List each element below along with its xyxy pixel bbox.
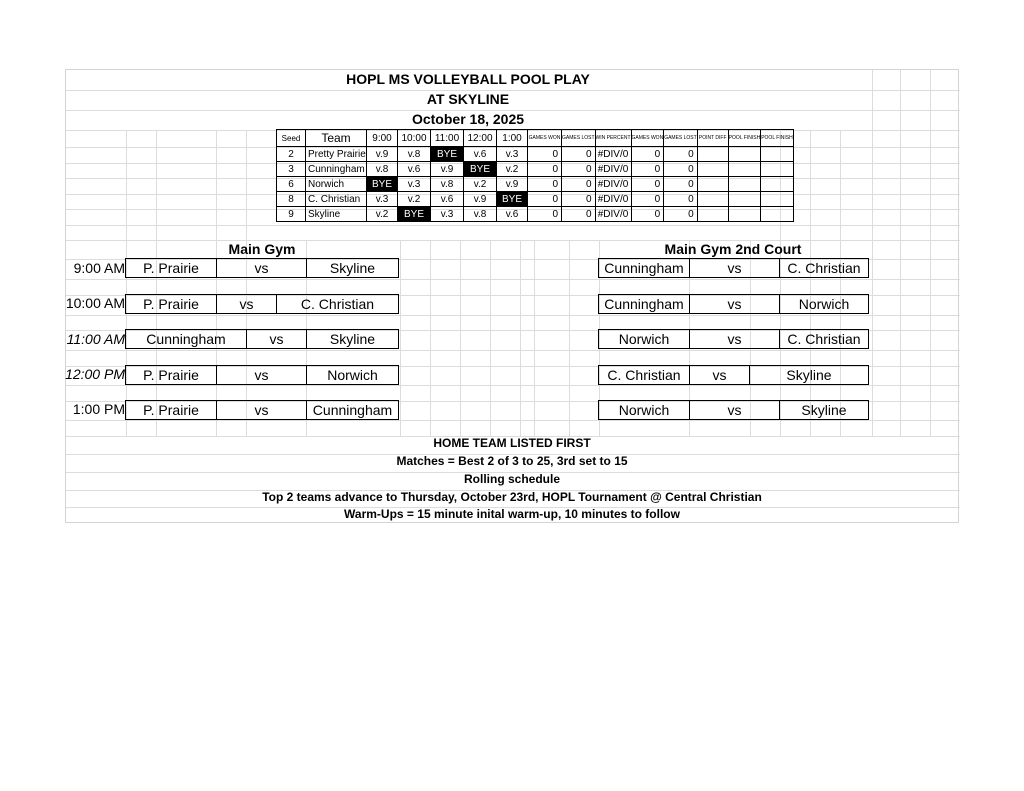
venue-title: AT SKYLINE (426, 91, 510, 107)
games-lost-cell: 0 (664, 207, 698, 222)
games-lost-cell: 0 (562, 162, 596, 177)
header-time: 1:00 (497, 130, 528, 147)
games-won-cell: 0 (631, 207, 664, 222)
home-team: P. Prairie (143, 402, 199, 418)
pool-finish-cell (728, 177, 761, 192)
games-won-cell: 0 (528, 207, 562, 222)
win-percent-cell: #DIV/0 (595, 147, 631, 162)
round-cell: v.9 (431, 162, 464, 177)
round-cell: v.9 (497, 177, 528, 192)
games-won-cell: 0 (528, 162, 562, 177)
spreadsheet-page (65, 69, 959, 523)
second-court-match (598, 258, 869, 278)
header-time: 11:00 (431, 130, 464, 147)
round-cell: v.8 (367, 162, 398, 177)
point-diff-cell (697, 162, 728, 177)
vs-label: vs (689, 330, 779, 348)
header-seed: Seed (277, 130, 306, 147)
home-team: P. Prairie (143, 296, 199, 312)
vs-label: vs (689, 366, 749, 384)
home-team: P. Prairie (143, 260, 199, 276)
table-row (277, 177, 794, 192)
round-cell: v.2 (497, 162, 528, 177)
games-won-cell: 0 (631, 147, 664, 162)
time-label: 12:00 PM (65, 366, 125, 382)
time-label: 10:00 AM (65, 295, 125, 311)
round-cell: v.3 (497, 147, 528, 162)
header-stat: GAMES WON (528, 130, 562, 147)
table-row (277, 162, 794, 177)
time-label: 1:00 PM (72, 401, 125, 417)
home-team: C. Christian (607, 367, 681, 383)
bye-cell: BYE (497, 192, 528, 207)
vs-label: vs (689, 259, 779, 277)
seed-table (276, 129, 794, 222)
round-cell: v.6 (497, 207, 528, 222)
bye-cell: BYE (431, 147, 464, 162)
header-stat: POOL FINISH (728, 130, 761, 147)
away-team: Cunningham (306, 401, 398, 419)
main-gym-title: Main Gym (228, 241, 296, 257)
vs-label: vs (216, 401, 306, 419)
point-diff-cell (697, 192, 728, 207)
time-label: 9:00 AM (73, 260, 125, 276)
round-cell: v.9 (464, 192, 497, 207)
header-stat: GAMES LOST (664, 130, 698, 147)
away-team: Skyline (306, 259, 398, 277)
team-cell: Cunningham (306, 162, 367, 177)
games-lost-cell: 0 (664, 147, 698, 162)
note-home-team: HOME TEAM LISTED FIRST (433, 436, 591, 450)
header-stat: WIN PERCENT (595, 130, 631, 147)
point-diff-cell (697, 207, 728, 222)
away-team: Skyline (779, 401, 868, 419)
seed-table-header (277, 130, 794, 147)
pool-finish-cell (728, 207, 761, 222)
vs-label: vs (216, 295, 276, 313)
round-cell: v.3 (367, 192, 398, 207)
note-advance: Top 2 teams advance to Thursday, October 23rd, HOPL Tournament @ Central Christian (262, 490, 762, 504)
home-team: Cunningham (604, 296, 684, 312)
win-percent-cell: #DIV/0 (595, 177, 631, 192)
header-stat: GAMES WON (631, 130, 664, 147)
round-cell: v.9 (367, 147, 398, 162)
games-won-cell: 0 (528, 177, 562, 192)
games-won-cell: 0 (631, 192, 664, 207)
main-gym-match (125, 294, 399, 314)
header-team: Team (306, 130, 367, 147)
table-row (277, 147, 794, 162)
pool-finish-cell (761, 177, 794, 192)
table-row (277, 207, 794, 222)
away-team: Norwich (779, 295, 868, 313)
round-cell: v.2 (464, 177, 497, 192)
win-percent-cell: #DIV/0 (595, 162, 631, 177)
away-team: C. Christian (779, 330, 868, 348)
note-rolling-schedule: Rolling schedule (463, 472, 560, 486)
header-time: 10:00 (398, 130, 431, 147)
point-diff-cell (697, 147, 728, 162)
games-lost-cell: 0 (664, 162, 698, 177)
seed-cell: 9 (277, 207, 306, 222)
main-gym-match (125, 400, 399, 420)
games-lost-cell: 0 (664, 192, 698, 207)
away-team: C. Christian (779, 259, 868, 277)
games-won-cell: 0 (631, 177, 664, 192)
home-team: Cunningham (604, 260, 684, 276)
round-cell: v.6 (464, 147, 497, 162)
pool-finish-cell (761, 162, 794, 177)
pool-finish-cell (761, 192, 794, 207)
second-court-title: Main Gym 2nd Court (664, 241, 802, 257)
round-cell: v.3 (398, 177, 431, 192)
main-gym-match (125, 258, 399, 278)
round-cell: v.6 (398, 162, 431, 177)
pool-finish-cell (761, 147, 794, 162)
team-cell: C. Christian (306, 192, 367, 207)
second-court-match (598, 365, 869, 385)
games-lost-cell: 0 (664, 177, 698, 192)
round-cell: v.8 (398, 147, 431, 162)
vs-label: vs (246, 330, 306, 348)
round-cell: v.8 (464, 207, 497, 222)
pool-finish-cell (728, 192, 761, 207)
games-lost-cell: 0 (562, 177, 596, 192)
second-court-match (598, 400, 869, 420)
bye-cell: BYE (464, 162, 497, 177)
page-title: HOPL MS VOLLEYBALL POOL PLAY (346, 71, 590, 87)
header-stat: POINT DIFF (697, 130, 728, 147)
games-lost-cell: 0 (562, 147, 596, 162)
vs-label: vs (689, 295, 779, 313)
header-time: 9:00 (367, 130, 398, 147)
round-cell: v.2 (398, 192, 431, 207)
header-stat: GAMES LOST (562, 130, 596, 147)
seed-cell: 3 (277, 162, 306, 177)
note-match-format: Matches = Best 2 of 3 to 25, 3rd set to 15 (396, 454, 628, 468)
home-team: Norwich (618, 402, 670, 418)
table-row (277, 192, 794, 207)
note-warmups: Warm-Ups = 15 minute inital warm-up, 10 minutes to follow (344, 507, 680, 521)
away-team: C. Christian (276, 295, 398, 313)
games-won-cell: 0 (528, 147, 562, 162)
main-gym-match (125, 365, 399, 385)
second-court-match (598, 329, 869, 349)
win-percent-cell: #DIV/0 (595, 192, 631, 207)
header-time: 12:00 (464, 130, 497, 147)
pool-finish-cell (761, 207, 794, 222)
pool-finish-cell (728, 147, 761, 162)
round-cell: v.3 (431, 207, 464, 222)
round-cell: v.8 (431, 177, 464, 192)
pool-finish-cell (728, 162, 761, 177)
date-title: October 18, 2025 (411, 111, 525, 127)
team-cell: Pretty Prairie (306, 147, 367, 162)
seed-cell: 2 (277, 147, 306, 162)
home-team: Cunningham (146, 331, 226, 347)
time-label: 11:00 AM (66, 331, 125, 347)
team-cell: Skyline (306, 207, 367, 222)
header-stat: POOL FINISH (761, 130, 794, 147)
round-cell: v.2 (367, 207, 398, 222)
away-team: Skyline (749, 366, 868, 384)
vs-label: vs (216, 259, 306, 277)
home-team: Norwich (618, 331, 670, 347)
home-team: P. Prairie (143, 367, 199, 383)
point-diff-cell (697, 177, 728, 192)
second-court-match (598, 294, 869, 314)
win-percent-cell: #DIV/0 (595, 207, 631, 222)
away-team: Norwich (306, 366, 398, 384)
vs-label: vs (689, 401, 779, 419)
games-won-cell: 0 (631, 162, 664, 177)
away-team: Skyline (306, 330, 398, 348)
games-lost-cell: 0 (562, 207, 596, 222)
main-gym-match (125, 329, 399, 349)
bye-cell: BYE (367, 177, 398, 192)
bye-cell: BYE (398, 207, 431, 222)
round-cell: v.6 (431, 192, 464, 207)
games-lost-cell: 0 (562, 192, 596, 207)
games-won-cell: 0 (528, 192, 562, 207)
seed-cell: 6 (277, 177, 306, 192)
seed-cell: 8 (277, 192, 306, 207)
team-cell: Norwich (306, 177, 367, 192)
vs-label: vs (216, 366, 306, 384)
